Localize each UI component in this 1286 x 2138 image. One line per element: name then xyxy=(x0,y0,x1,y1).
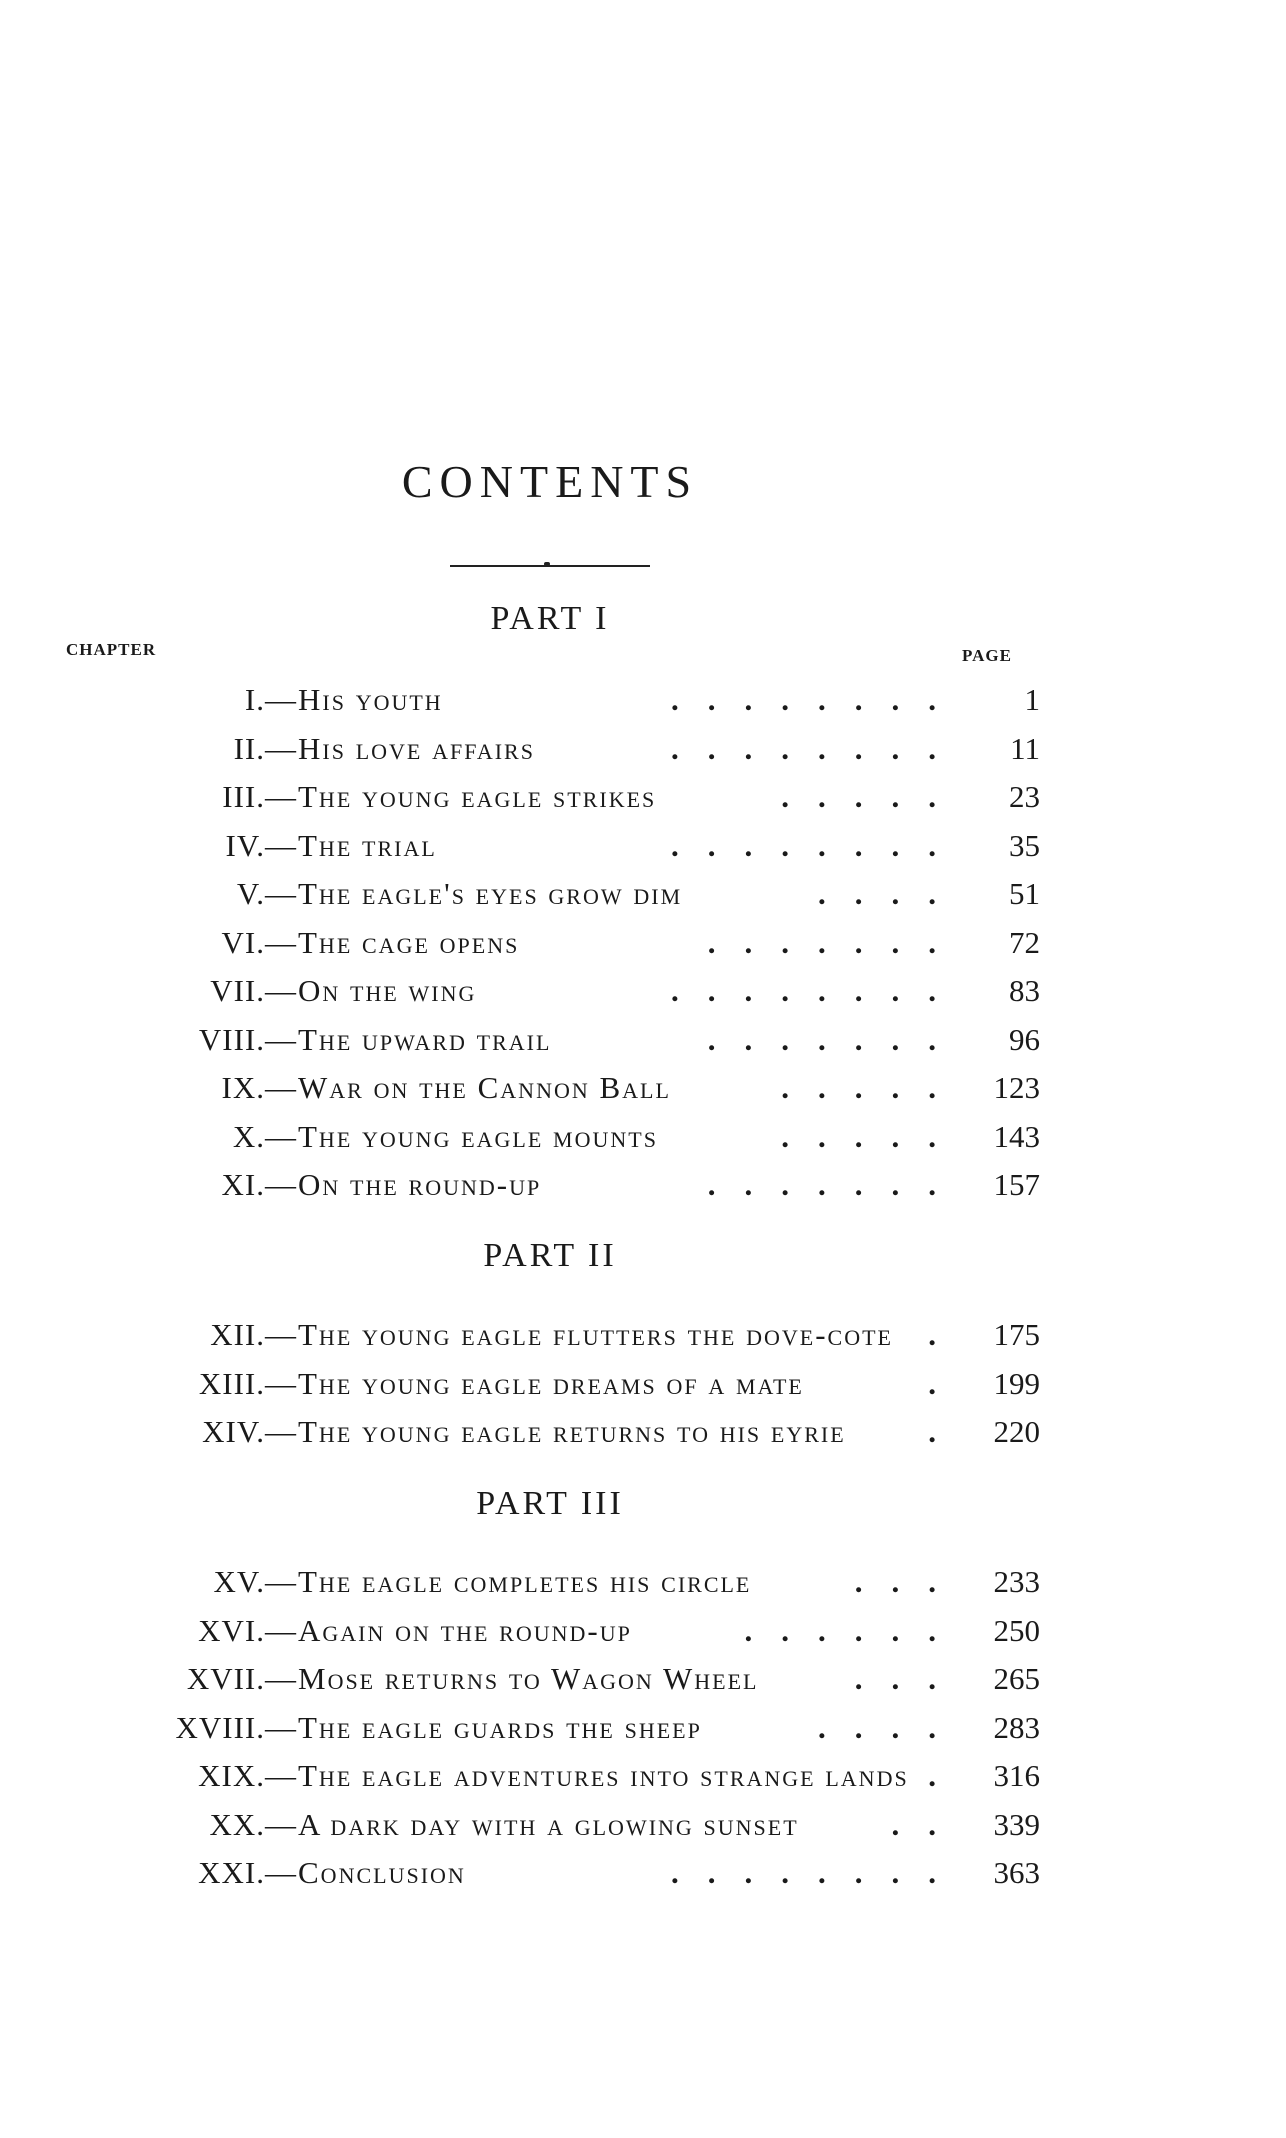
page-number: 1 xyxy=(1024,682,1040,717)
toc-entry[interactable] xyxy=(60,678,1040,722)
toc-entry[interactable] xyxy=(60,1313,1040,1357)
leader-dots: ........ xyxy=(671,1855,965,1890)
chapter-numeral: XVII. xyxy=(186,1661,265,1696)
page-number: 35 xyxy=(1009,828,1040,863)
page-number: 199 xyxy=(993,1366,1040,1401)
toc-entry[interactable] xyxy=(60,1163,1040,1207)
chapter-title: —Again on the round-up xyxy=(265,1613,632,1648)
chapter-title: —On the wing xyxy=(265,973,477,1008)
page-number: 11 xyxy=(1010,731,1040,766)
chapter-numeral: V. xyxy=(236,876,265,911)
chapter-title: —The eagle guards the sheep xyxy=(265,1710,702,1745)
chapter-numeral: XV. xyxy=(213,1564,265,1599)
leader-dots: ........ xyxy=(671,828,965,863)
leader-dots: ....... xyxy=(707,925,965,960)
toc-entry[interactable] xyxy=(60,727,1040,771)
chapter-numeral: XII. xyxy=(210,1317,265,1352)
chapter-numeral: II. xyxy=(233,731,265,766)
toc-entry[interactable] xyxy=(60,1410,1040,1454)
page-title: CONTENTS xyxy=(401,456,699,507)
chapter-numeral: III. xyxy=(222,779,265,814)
page-number: 72 xyxy=(1009,925,1040,960)
page-number: 220 xyxy=(993,1414,1040,1449)
chapter-title: —His youth xyxy=(265,682,443,717)
toc-entry[interactable] xyxy=(60,1657,1040,1701)
page-number: 175 xyxy=(993,1317,1040,1352)
chapter-title: —The young eagle returns to his eyrie xyxy=(265,1414,846,1449)
chapter-numeral: VIII. xyxy=(198,1022,265,1057)
page-number: 363 xyxy=(993,1855,1040,1890)
toc-entry[interactable] xyxy=(60,1609,1040,1653)
page-number: 96 xyxy=(1009,1022,1040,1057)
chapter-title: —A dark day with a glowing sunset xyxy=(265,1807,799,1842)
chapter-title: —The young eagle dreams of a mate xyxy=(265,1366,804,1401)
leader-dots: .... xyxy=(818,876,965,911)
chapter-title: —Conclusion xyxy=(265,1855,466,1890)
page-number: 316 xyxy=(993,1758,1040,1793)
chapter-column-label: CHAPTER xyxy=(66,640,157,659)
page-number: 339 xyxy=(993,1807,1040,1842)
toc-entry[interactable] xyxy=(60,969,1040,1013)
chapter-title: —The eagle adventures into strange lands xyxy=(265,1758,909,1793)
chapter-numeral: XX. xyxy=(209,1807,265,1842)
part-2-heading: PART II xyxy=(483,1237,617,1274)
chapter-title: —The eagle's eyes grow dim xyxy=(265,876,683,911)
chapter-numeral: IV. xyxy=(225,828,265,863)
page-column-label: PAGE xyxy=(962,646,1012,665)
leader-dots: ..... xyxy=(781,1070,965,1105)
toc-entry[interactable] xyxy=(60,1851,1040,1895)
page-number: 233 xyxy=(993,1564,1040,1599)
toc-entry[interactable] xyxy=(60,775,1040,819)
chapter-numeral: IX. xyxy=(221,1070,265,1105)
chapter-numeral: XVI. xyxy=(198,1613,265,1648)
toc-entry[interactable] xyxy=(60,872,1040,916)
toc-entry[interactable] xyxy=(60,1560,1040,1604)
toc-entry[interactable] xyxy=(60,1803,1040,1847)
leader-dots: ..... xyxy=(781,1119,965,1154)
leader-dots: ........ xyxy=(671,973,965,1008)
toc-entry[interactable] xyxy=(60,824,1040,868)
chapter-title: —Mose returns to Wagon Wheel xyxy=(265,1661,759,1696)
chapter-title: —The trial xyxy=(265,828,437,863)
leader-dots: .... xyxy=(818,1710,965,1745)
chapter-title: —The upward trail xyxy=(265,1022,552,1057)
chapter-title: —On the round-up xyxy=(265,1167,542,1202)
leader-dots: ..... xyxy=(781,779,965,814)
page-number: 265 xyxy=(993,1661,1040,1696)
leader-dots: . xyxy=(928,1317,965,1352)
toc-entry[interactable] xyxy=(60,921,1040,965)
page-number: 23 xyxy=(1009,779,1040,814)
chapter-numeral: VI. xyxy=(221,925,265,960)
toc-entry[interactable] xyxy=(60,1115,1040,1159)
page-number: 123 xyxy=(993,1070,1040,1105)
chapter-title: —The eagle completes his circle xyxy=(265,1564,752,1599)
leader-dots: ...... xyxy=(744,1613,965,1648)
chapter-numeral: XVIII. xyxy=(175,1710,265,1745)
leader-dots: ........ xyxy=(671,731,965,766)
toc-entry[interactable] xyxy=(60,1706,1040,1750)
part-3-heading: PART III xyxy=(476,1485,624,1522)
toc-entry[interactable] xyxy=(60,1754,1040,1798)
leader-dots: .. xyxy=(891,1807,965,1842)
chapter-title: —The young eagle flutters the dove-cote xyxy=(265,1317,893,1352)
page-number: 157 xyxy=(993,1167,1040,1202)
leader-dots: ........ xyxy=(671,682,965,717)
chapter-title: —His love affairs xyxy=(265,731,535,766)
leader-dots: . xyxy=(928,1366,965,1401)
leader-dots: ... xyxy=(854,1661,965,1696)
leader-dots: ....... xyxy=(707,1167,965,1202)
page-number: 283 xyxy=(993,1710,1040,1745)
chapter-title: —The cage opens xyxy=(265,925,520,960)
leader-dots: . xyxy=(928,1758,965,1793)
chapter-numeral: XIX. xyxy=(198,1758,265,1793)
part-1-heading: PART I xyxy=(490,600,610,637)
chapter-numeral: XIV. xyxy=(202,1414,265,1449)
title-rule-ornament xyxy=(544,562,550,566)
chapter-numeral: I. xyxy=(244,682,265,717)
chapter-title: —The young eagle strikes xyxy=(265,779,657,814)
toc-entry[interactable] xyxy=(60,1362,1040,1406)
title-rule xyxy=(450,565,650,567)
chapter-numeral: XIII. xyxy=(198,1366,265,1401)
leader-dots: ....... xyxy=(707,1022,965,1057)
page-number: 51 xyxy=(1009,876,1040,911)
page-number: 250 xyxy=(993,1613,1040,1648)
chapter-numeral: XXI. xyxy=(198,1855,265,1890)
toc-entry[interactable] xyxy=(60,1066,1040,1110)
page-number: 143 xyxy=(993,1119,1040,1154)
chapter-numeral: X. xyxy=(232,1119,265,1154)
leader-dots: ... xyxy=(854,1564,965,1599)
toc-entry[interactable] xyxy=(60,1018,1040,1062)
chapter-title: —War on the Cannon Ball xyxy=(265,1070,671,1105)
page-number: 83 xyxy=(1009,973,1040,1008)
chapter-numeral: VII. xyxy=(210,973,265,1008)
chapter-title: —The young eagle mounts xyxy=(265,1119,658,1154)
chapter-numeral: XI. xyxy=(221,1167,265,1202)
leader-dots: . xyxy=(928,1414,965,1449)
